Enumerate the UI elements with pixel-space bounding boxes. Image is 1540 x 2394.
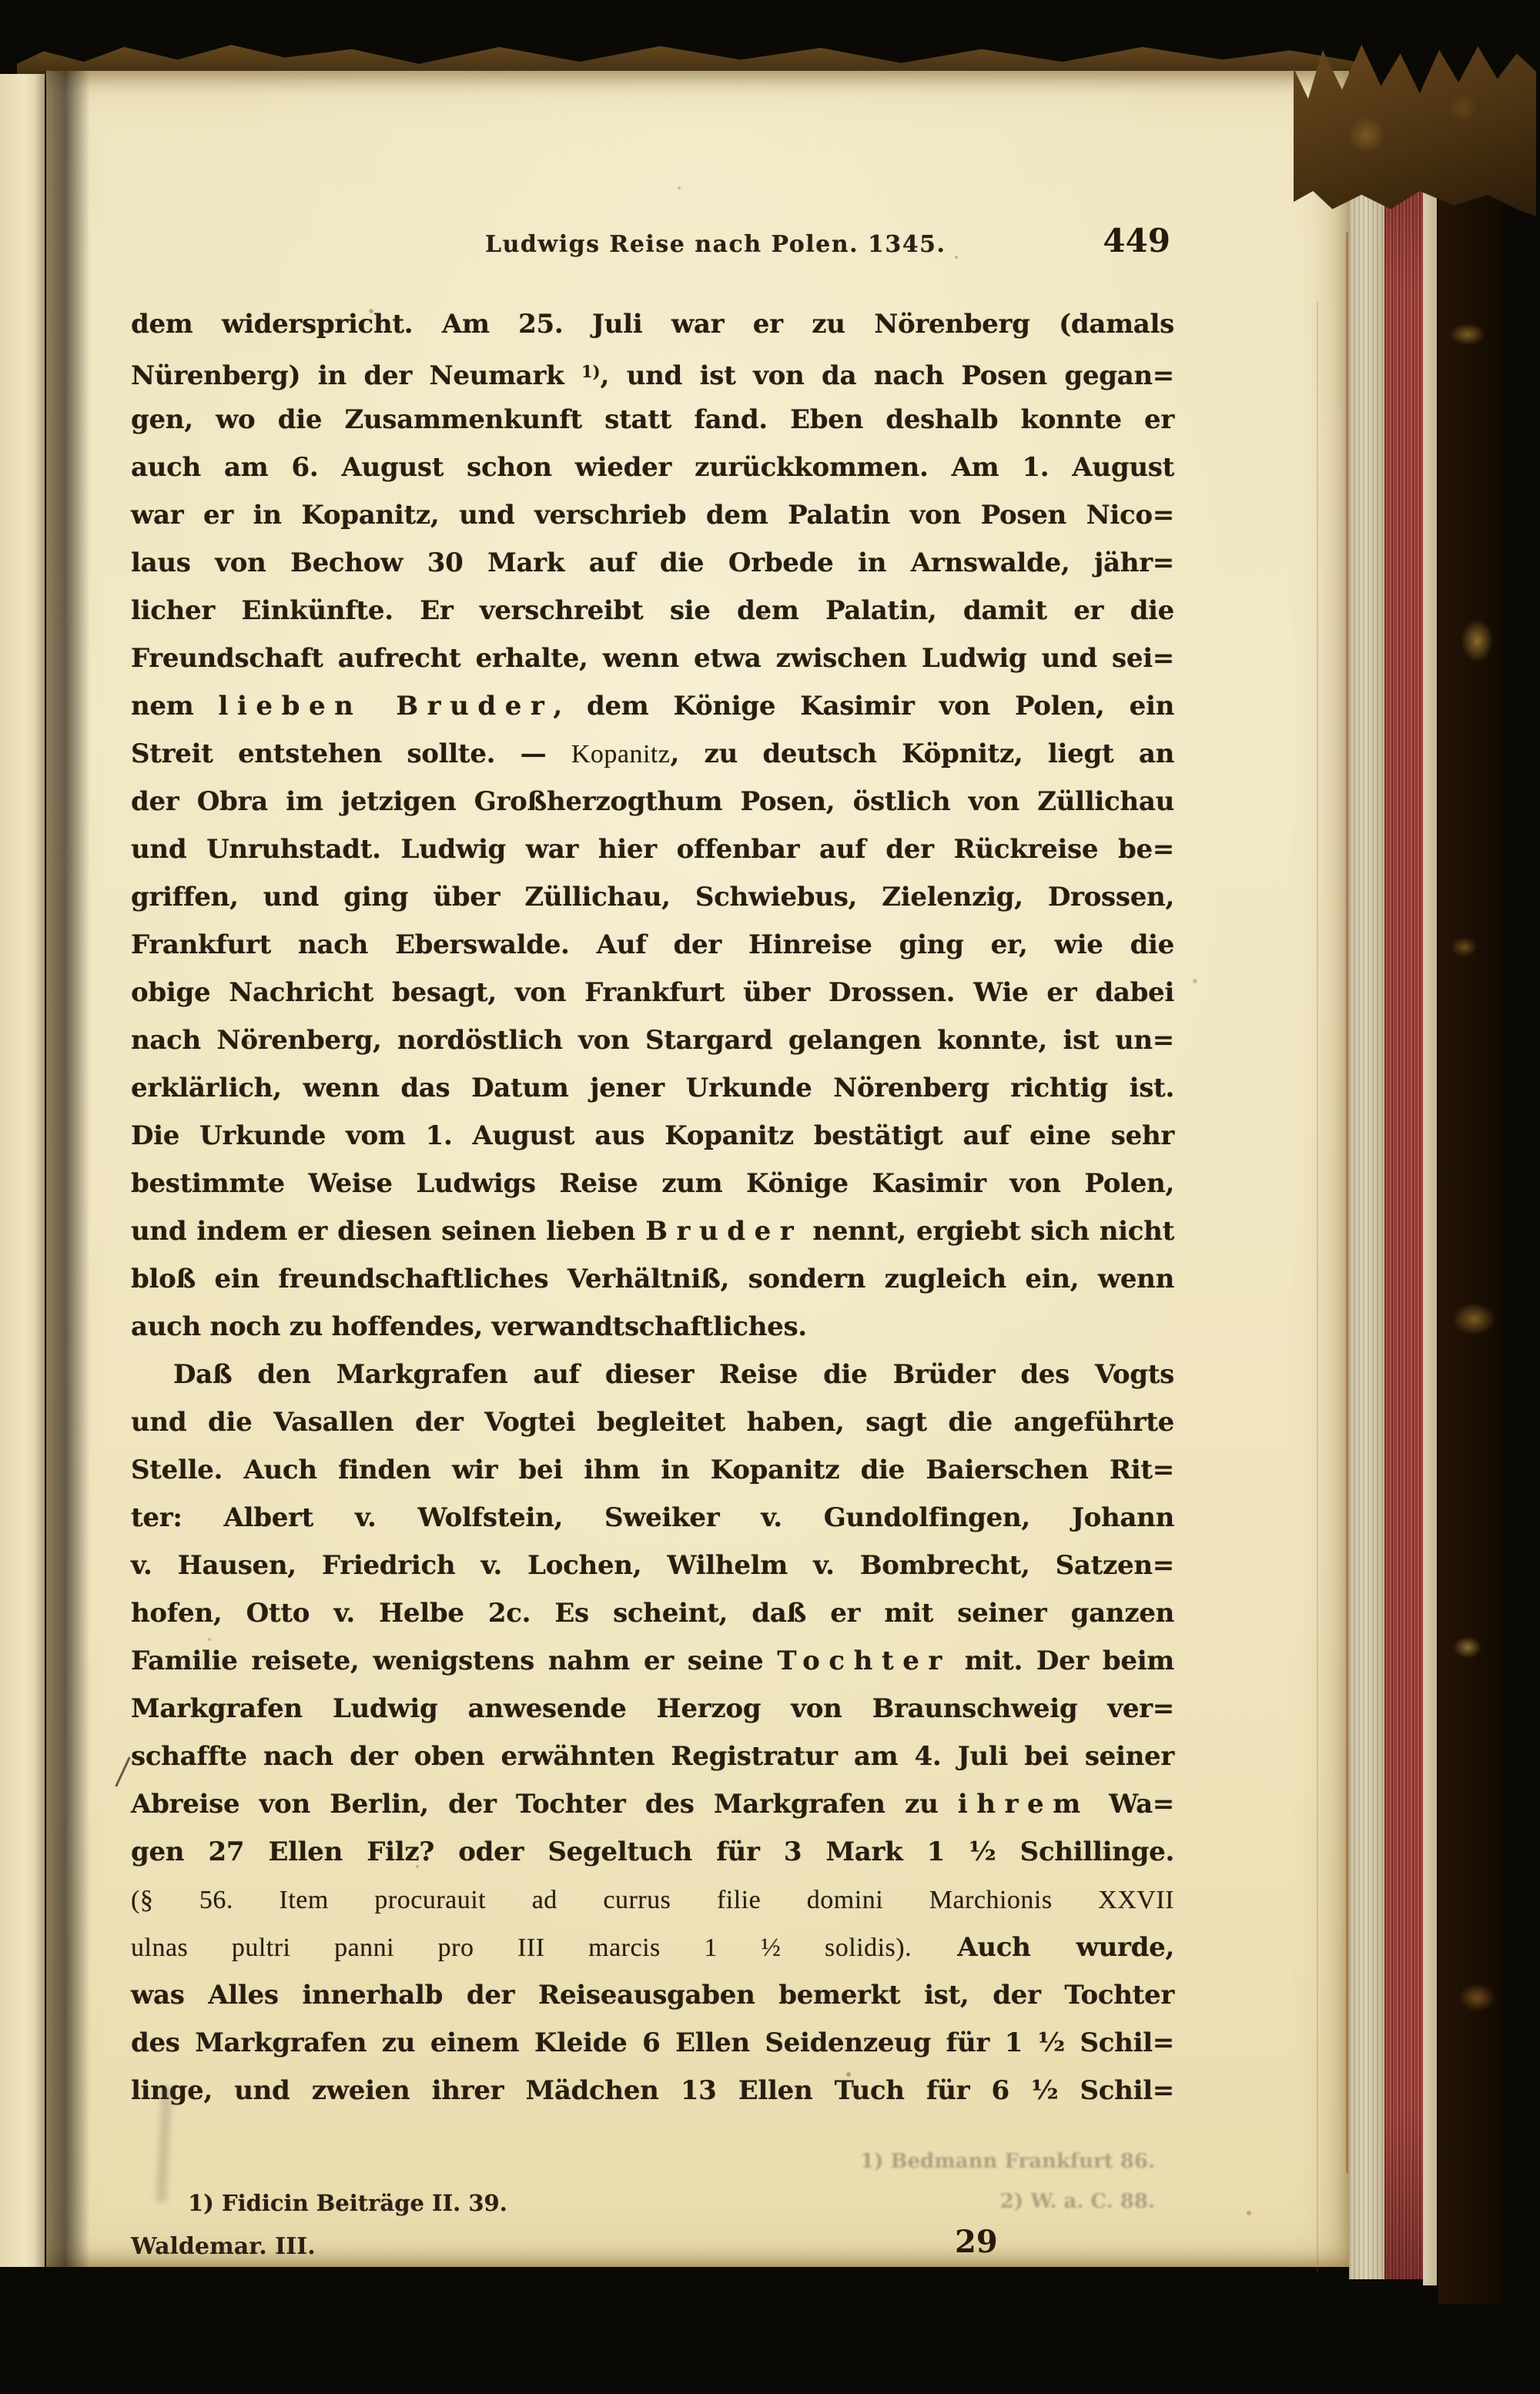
marbled-board-cover [1437,116,1503,2304]
text-line: obige Nachricht besagt, von Frankfurt über Drossen. Wie er dabei [131,977,1174,1008]
text-line: auch am 6. August schon wieder zurückkommen. Am 1. August [131,452,1174,483]
text-line: licher Einkünfte. Er verschreibt sie dem Palatin, damit er die [131,595,1174,626]
text-line: Stelle. Auch finden wir bei ihm in Kopanitz die Baierschen Rit= [131,1455,1174,1485]
text-line: Streit entstehen sollte. — Kopanitz, zu deutsch Köpnitz, liegt an [131,738,1174,769]
text-line: Frankfurt nach Eberswalde. Auf der Hinreise ging er, wie die [131,929,1174,960]
text-line: bestimmte Weise Ludwigs Reise zum Könige Kasimir von Polen, [131,1168,1174,1199]
book-page [46,71,1349,2267]
text-line: laus von Bechow 30 Mark auf die Orbede in Arnswalde, jähr= [131,547,1174,578]
text-line: linge, und zweien ihrer Mädchen 13 Ellen Tuch für 6 ½ Schil= [131,2075,1174,2106]
fore-edge-color-offset-line [1346,233,1348,2173]
page-block-edge [1349,122,1384,2279]
text-line: ulnas pultri panni pro III marcis 1 ½ solidis). Auch wurde, [131,1932,1174,1963]
bleedthrough-text: 2) W. a. C. 88. [999,2190,1155,2213]
text-line: bloß ein freundschaftliches Verhältniß, sondern zugleich ein, wenn [131,1264,1174,1294]
body-text [131,300,1174,2114]
page-number: 449 [1103,222,1170,259]
text-line: erklärlich, wenn das Datum jener Urkunde Nörenberg richtig ist. [131,1073,1174,1103]
text-line: was Alles innerhalb der Reiseausgaben bemerkt ist, der Tochter [131,1980,1174,2011]
text-line: Die Urkunde vom 1. August aus Kopanitz bestätigt auf eine sehr [131,1120,1174,1151]
text-line: war er in Kopanitz, und verschrieb dem Palatin von Posen Nico= [131,500,1174,531]
text-line: hofen, Otto v. Helbe 2c. Es scheint, daß er mit seiner ganzen [131,1598,1174,1629]
sheet-number: 29 [955,2224,998,2260]
text-line: Daß den Markgrafen auf dieser Reise die Brüder des Vogts [173,1359,1174,1390]
text-line: gen 27 Ellen Filz? oder Segeltuch für 3 Mark 1 ½ Schillinge. [131,1837,1174,1867]
fore-edge-color-offset-line [1317,302,1318,2273]
text-line: Markgrafen Ludwig anwesende Herzog von Braunschweig ver= [131,1693,1174,1724]
text-line: griffen, und ging über Züllichau, Schwiebus, Zielenzig, Drossen, [131,882,1174,912]
text-line: und indem er diesen seinen lieben Bruder nennt, ergiebt sich nicht [131,1216,1174,1247]
text-line: (§ 56. Item procurauit ad currus filie domini Marchionis XXVII [131,1886,1174,1914]
text-line: Nürenberg) in der Neumark $^{1)}$, und ist von da nach Posen gegan= [131,360,1175,391]
text-line: der Obra im jetzigen Großherzogthum Posen, östlich von Züllichau [131,786,1174,817]
text-line: Familie reisete, wenigstens nahm er seine Tochter mit. Der beim [131,1646,1174,1676]
text-line: nach Nörenberg, nordöstlich von Stargard gelangen konnte, ist un= [131,1025,1174,1056]
text-line: gen, wo die Zusammenkunft statt fand. Eben deshalb konnte er [131,404,1174,435]
text-line: nem lieben Bruder, dem Könige Kasimir von Polen, ein [131,691,1174,722]
text-line: dem widerspricht. Am 25. Juli war er zu Nörenberg (damals [131,309,1174,340]
endpaper-edge [1423,122,1437,2285]
red-sprinkled-fore-edge [1384,122,1423,2279]
gutter-shadow [35,71,90,2267]
text-line: des Markgrafen zu einem Kleide 6 Ellen Seidenzeug für 1 ½ Schil= [131,2027,1174,2058]
margin-pen-mark [115,1756,130,1786]
text-line: auch noch zu hoffendes, verwandtschaftliches. [131,1311,807,1342]
running-header: Ludwigs Reise nach Polen. 1345. [485,231,946,258]
footnote: 1) Fidicin Beiträge II. 39. [188,2190,507,2216]
bleedthrough-text: 1) Bedmann Frankfurt 86. [860,2150,1155,2173]
text-line: Freundschaft aufrecht erhalte, wenn etwa zwischen Ludwig und sei= [131,643,1174,674]
text-line: schaffte nach der oben erwähnten Registratur am 4. Juli bei seiner [131,1741,1174,1772]
text-line: v. Hausen, Friedrich v. Lochen, Wilhelm v. Bombrecht, Satzen= [131,1550,1174,1581]
text-line: ter: Albert v. Wolfstein, Sweiker v. Gundolfingen, Johann [131,1502,1174,1533]
text-line: Abreise von Berlin, der Tochter des Markgrafen zu ihrem Wa= [131,1789,1174,1820]
volume-signature: Waldemar. III. [131,2233,316,2260]
text-line: und Unruhstadt. Ludwig war hier offenbar auf der Rückreise be= [131,834,1174,865]
text-line: und die Vasallen der Vogtei begleitet haben, sagt die angeführte [131,1407,1174,1438]
